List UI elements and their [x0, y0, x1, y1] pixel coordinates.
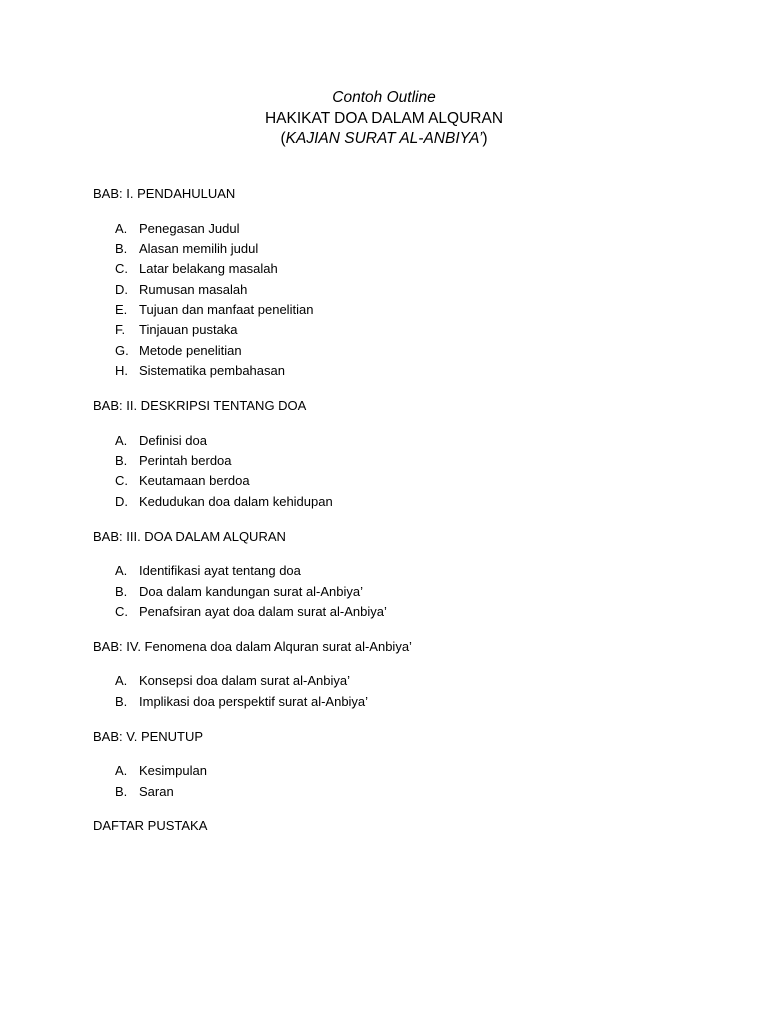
list-item [93, 431, 693, 451]
list-item-letter: A. [115, 673, 128, 689]
note-close-paren: ) [482, 130, 488, 147]
list-item-text: Penafsiran ayat doa dalam surat al-Anbiya’ [139, 603, 387, 619]
chapter-item-list [93, 671, 693, 712]
chapter-section [93, 186, 693, 382]
chapter-heading: BAB: I. PENDAHULUAN [93, 186, 236, 201]
list-item [93, 782, 693, 802]
list-item-text: Rumusan masalah [139, 281, 248, 297]
list-item-letter: C. [115, 261, 128, 277]
list-item-letter: A. [115, 763, 128, 779]
chapter-section [93, 639, 693, 712]
list-item-letter: D. [115, 281, 128, 297]
list-item [93, 471, 693, 491]
list-item [93, 300, 693, 320]
list-item-text: Keutamaan berdoa [139, 473, 250, 489]
document-subtitle: Contoh Outline [332, 89, 436, 106]
document-title-note [0, 129, 768, 150]
list-item-text: Sistematika pembahasan [139, 363, 285, 379]
list-item [93, 320, 693, 340]
list-item [93, 602, 693, 622]
list-item-text: Definisi doa [139, 432, 207, 448]
list-item-text: Penegasan Judul [139, 220, 240, 236]
list-item-text: Alasan memilih judul [139, 240, 259, 256]
list-item-letter: B. [115, 240, 128, 256]
list-item [93, 761, 693, 781]
list-item [93, 671, 693, 691]
list-item [93, 361, 693, 381]
list-item-text: Tujuan dan manfaat penelitian [139, 302, 314, 318]
list-item [93, 219, 693, 239]
list-item-letter: B. [115, 583, 128, 599]
list-item [93, 692, 693, 712]
list-item-text: Tinjauan pustaka [139, 322, 238, 338]
title-block [0, 88, 768, 150]
chapter-item-list [93, 761, 693, 802]
list-item-letter: D. [115, 493, 128, 509]
chapter-item-list [93, 561, 693, 622]
list-item-letter: E. [115, 302, 128, 318]
list-item-letter: C. [115, 473, 128, 489]
list-item-letter: B. [115, 453, 128, 469]
chapter-heading: BAB: V. PENUTUP [93, 728, 204, 744]
list-item [93, 239, 693, 259]
list-item-text: Metode penelitian [139, 342, 242, 358]
list-item [93, 280, 693, 300]
chapter-item-list [93, 219, 693, 382]
list-item-text: Saran [139, 783, 174, 799]
chapter-heading: BAB: IV. Fenomena doa dalam Alquran surat al-Anbiya’ [93, 638, 412, 654]
list-item [93, 561, 693, 581]
chapter-heading: BAB: III. DOA DALAM ALQURAN [93, 528, 286, 544]
chapter-list [93, 186, 693, 802]
list-item-letter: A. [115, 220, 128, 236]
list-item [93, 451, 693, 471]
list-item-letter: H. [115, 363, 128, 379]
chapter-section [93, 729, 693, 802]
list-item-letter: G. [115, 342, 129, 358]
list-item-text: Perintah berdoa [139, 453, 232, 469]
list-item-letter: C. [115, 603, 128, 619]
list-item-letter: A. [115, 432, 128, 448]
list-item-letter: F. [115, 322, 126, 338]
list-item-text: Kesimpulan [139, 763, 207, 779]
document-title: HAKIKAT DOA DALAM ALQURAN [264, 109, 504, 127]
chapter-heading: BAB: II. DESKRIPSI TENTANG DOA [93, 398, 307, 414]
list-item-letter: A. [115, 563, 128, 579]
list-item [93, 259, 693, 279]
note-italic-text: KAJIAN SURAT AL-ANBIYA’ [285, 130, 483, 147]
chapter-section [93, 398, 693, 512]
list-item-letter: B. [115, 783, 128, 799]
outline-content [93, 186, 693, 834]
list-item-text: Konsepsi doa dalam surat al-Anbiya’ [139, 673, 351, 689]
list-item-text: Identifikasi ayat tentang doa [139, 563, 301, 579]
list-item-text: Implikasi doa perspektif surat al-Anbiya’ [139, 693, 369, 709]
list-item [93, 582, 693, 602]
list-item [93, 341, 693, 361]
list-item-text: Latar belakang masalah [139, 261, 278, 277]
list-item-text: Kedudukan doa dalam kehidupan [139, 493, 333, 509]
note-open-paren: ( [280, 130, 286, 147]
list-item [93, 492, 693, 512]
list-item-text: Doa dalam kandungan surat al-Anbiya’ [139, 583, 364, 599]
chapter-item-list [93, 431, 693, 513]
chapter-section [93, 529, 693, 623]
bibliography-heading: DAFTAR PUSTAKA [93, 818, 208, 834]
list-item-letter: B. [115, 693, 128, 709]
